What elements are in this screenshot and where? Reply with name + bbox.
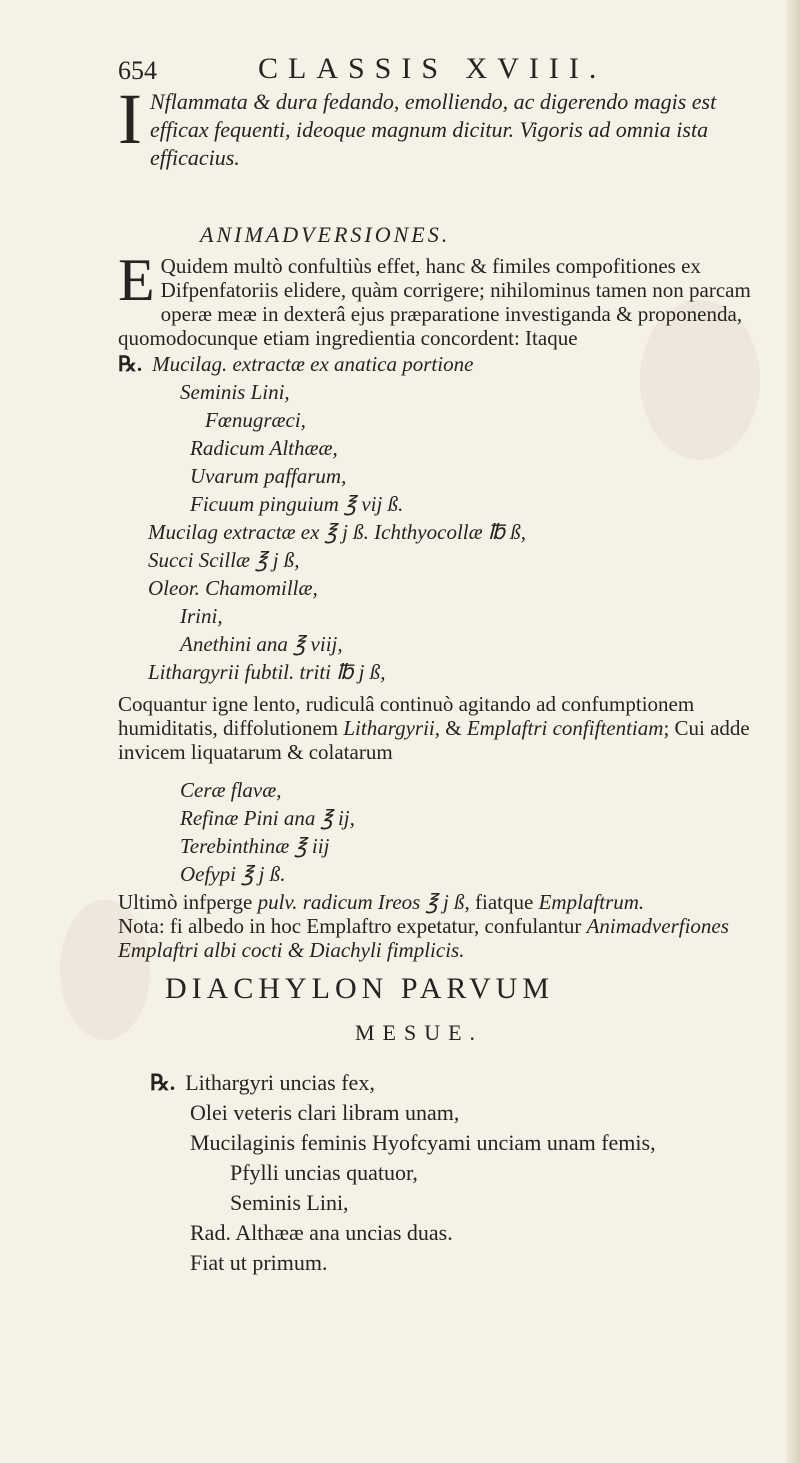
author-name: MESUE. [355,1020,484,1045]
coquantur-paragraph: Coquantur igne lento, rudiculâ continuò agitando ad confumptionem humiditatis, diffolutionem Lithargyrii, & Emplaftri confiftentiam; Cui adde invicem liquatarum & colatarum [118,692,750,764]
recipe-line: Irini, [180,604,223,628]
recipe-line: ℞. Lithargyri uncias fex, [150,1070,375,1095]
recipe-line: Mucilaginis feminis Hyofcyami unciam unam femis, [190,1130,656,1155]
recipe-line: Ficuum pinguium ℥ vij ß. [190,492,404,516]
recipe-line: Ceræ flavæ, [180,778,282,802]
paragraph-line: Ultimò infperge pulv. radicum Ireos ℥ j ß, fiatque Emplaftrum. [118,890,645,914]
intro-text: Nflammata & dura fedando, emolliendo, ac digerendo magis est efficax fequenti, ideoque magnum dicitur. Vigoris ad omnia ista efficacius. [149,89,717,170]
recipe-line: Rad. Althææ ana uncias duas. [190,1220,453,1245]
drop-cap: I [118,79,142,159]
recipe-line: Oefypi ℥ j ß. [180,862,286,886]
diachylon-title: DIACHYLON PARVUM [165,972,555,1005]
recipe-line: Fœnugræci, [205,408,306,432]
drop-cap: E [118,247,155,313]
recipe-line: Pfylli uncias quatuor, [230,1160,418,1185]
recipe-line: Oleor. Chamomillæ, [148,576,318,600]
running-title: CLASSIS XVIII. [258,52,607,85]
paragraph-text: Quidem multò confultiùs effet, hanc & fimiles compofitiones ex Difpenfatoriis elidere, quàm corrigere; nihilominus tamen non parcam operæ meæ in dexterâ ejus præparatione investiganda & proponenda, quomodocunque etiam ingredientia concordent: Itaque [118,254,751,350]
rx-symbol: ℞. [150,1070,176,1095]
page-edge [786,0,800,1463]
page-number: 654 [118,56,157,85]
animadversiones-paragraph [118,247,763,350]
recipe-line: Fiat ut primum. [190,1250,328,1275]
rx-symbol: ℞. [118,352,143,376]
recipe-line: Seminis Lini, [230,1190,349,1215]
recipe-line: Refinæ Pini ana ℥ ij, [180,806,355,830]
section-title: ANIMADVERSIONES. [200,222,451,247]
recipe-line: Mucilag extractæ ex ℥ j ß. Ichthyocollæ ℔ ß, [148,520,527,544]
recipe-line: Radicum Althææ, [190,436,338,460]
recipe-line: ℞. Mucilag. extractæ ex anatica portione [118,352,474,376]
recipe-line: Succi Scillæ ℥ j ß, [148,548,300,572]
paragraph-line: Nota: fi albedo in hoc Emplaftro expetatur, confulantur Animadverfiones Emplaftri albi cocti & Diachyli fimplicis. [118,914,729,962]
recipe-line: Uvarum paffarum, [190,464,347,488]
intro-paragraph [118,79,763,172]
recipe-line: Lithargyrii fubtil. triti ℔ j ß, [148,660,386,684]
recipe-line: Anethini ana ℥ viij, [180,632,343,656]
recipe-line: Olei veteris clari libram unam, [190,1100,460,1125]
recipe-line: Terebinthinæ ℥ iij [180,834,330,858]
page-header [118,48,678,88]
recipe-line: Seminis Lini, [180,380,290,404]
ultimo-paragraph [118,890,763,962]
